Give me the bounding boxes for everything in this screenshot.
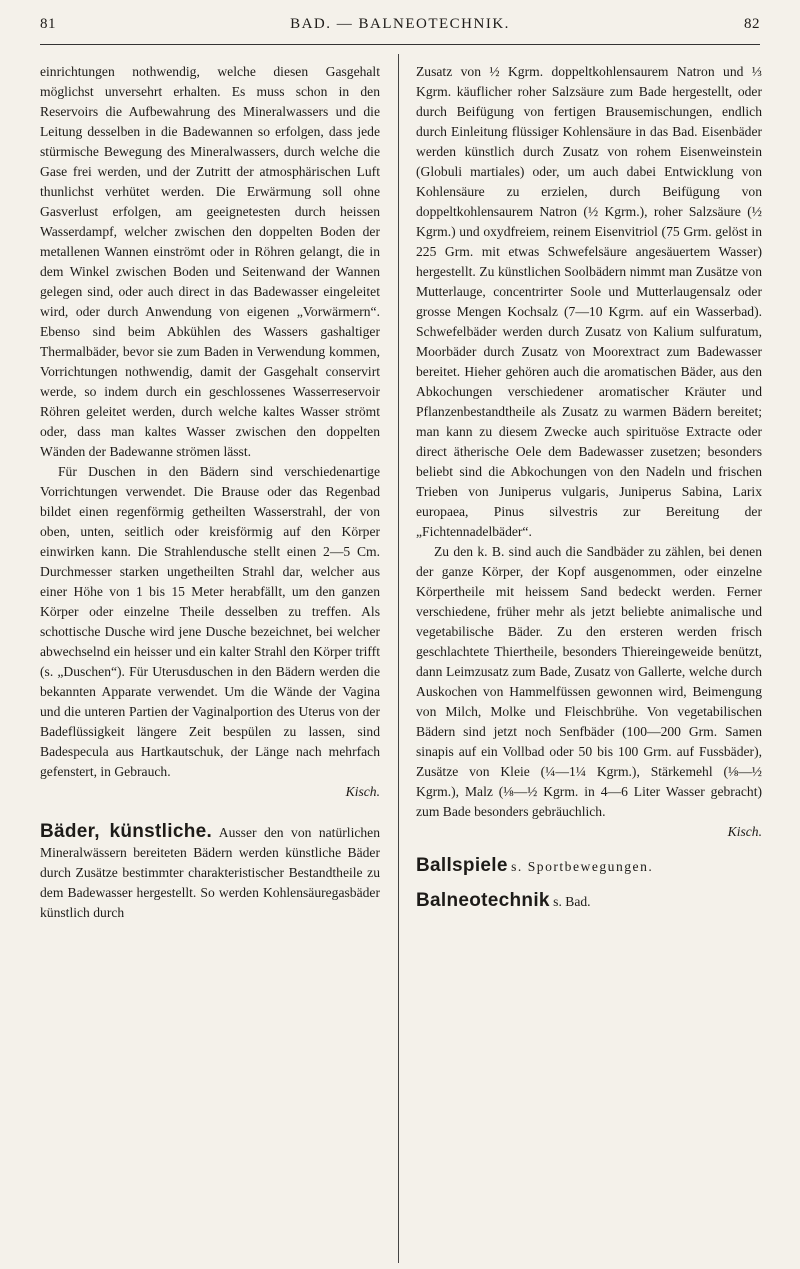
page-number-right: 82 [743, 15, 760, 32]
running-header [40, 6, 760, 42]
right-column [416, 62, 762, 912]
running-title: BAD. — BALNEOTECHNIK. [290, 15, 510, 32]
entry-headword: Ballspiele [416, 855, 508, 876]
cross-reference: s. Bad. [553, 894, 591, 909]
paragraph: einrichtungen nothwendig, welche diesen Gasgehalt möglichst unversehrt erhalten. Es muss schon in den Reservoirs die Aufbewahrung des Mineralwassers und die Leitung desselben in die Badewannen so erfolgen, dass jede stürmische Bewegung des Mineralwassers, durch welche die Gase frei werden, und der Zutritt der atmosphärischen Luft thunlichst verhütet werden. Die Erwärmung soll ohne Gasverlust erfolgen, am geeignetesten durch heissen Wasserdampf, welcher zwischen den doppelten Boden der metallenen Wannen einströmt oder in Röhren gelangt, die in dem Winkel zwischen Boden und Seitenwand der Wannen gelegen sind, oder auch direct in das Badewasser eingeleitet wird, oder durch Anwendung von eigenen „Vorwärmern“. Ebenso sind beim Abkühlen des Wassers gashaltiger Thermalbäder, bevor sie zum Baden in Verwendung kommen, Vorrichtungen nothwendig, damit der Gasgehalt conservirt werde, so indem durch ein geschlossenes Wasserreservoir Röhren geleitet werden, durch welche kaltes Wasser strömt oder, dass man kaltes Wasser zwischen den doppelten Wänden der Badewanne strömen lässt. [40, 64, 380, 459]
paragraph: Zu den k. B. sind auch die Sandbäder zu zählen, bei denen der ganze Körper, der Kopf ausgenommen, oder einzelne Körpertheile mit heissem Sand bedeckt werden. Ferner verschiedene, früher mehr als jetzt beliebte animalische und vegetabilische Bäder. Zu den ersteren werden frisch geschlachtete Thiertheile, besonders Thiereingeweide benützt, dann Leimzusatz zum Bade, Zusatz von Gallerte, welche durch Auskochen von Hammelfüssen gewonnen wird, Beimengung von Milch, Molke und Fleischbrühe. Von vegetabilischen Bädern sind jetzt noch Senfbäder (100—200 Grm. Samen sinapis auf ein Vollbad oder 50 bis 100 Grm. auf Fussbäder), Zusätze von Kleie (¼—1¼ Kgrm.), Stärkemehl (⅛—½ Kgrm.), Malz (⅛—½ Kgrm. in 4—6 Liter Wasser gebracht) zum Bade besonders gebräuchlich. [416, 544, 762, 819]
author-signature: Kisch. [345, 784, 380, 799]
header-rule [40, 44, 760, 45]
page-number-left: 81 [40, 15, 56, 32]
paragraph: Für Duschen in den Bädern sind verschiedenartige Vorrichtungen verwendet. Die Brause oder das Regenbad bildet einen regenförmig getheilten Wasserstrahl, der von oben, unten, seitlich oder kreisförmig auf den Körper einwirken kann. Die Strahlendusche stellt einen 2—5 Cm. Durchmesser starken ungetheilten Strahl dar, welcher aus einer Höhe von 1 bis 15 Meter herabfällt, um den ganzen Körper oder einzelne Theile desselben zu treffen. Als schottische Dusche wird jene Dusche bezeichnet, bei welcher abwechselnd ein heisser und ein kalter Strahl den Körper trifft (s. „Duschen“). Für Uterusduschen in den Bädern werden die bekannten Apparate verwendet. Um die Wände der Vagina und die unteren Partien der Vaginalportion des Uterus von der Badeflüssigkeit längere Zeit bespülen zu lassen, sind Badespecula aus Hartkautschuk, der Länge nach mehrfach gefenstert, in Gebrauch. [40, 464, 380, 779]
entry-text: Ausser den von natürlichen Mineralwässern bereiteten Bädern werden künstliche Bäder durch Zusätze bestimmter charakteristischer Bestandtheile zu dem Badewasser hergestellt. So werden Kohlensäuregasbäder künstlich durch [40, 825, 381, 920]
entry-baeder-kuenstliche [40, 822, 380, 923]
author-signature: Kisch. [727, 824, 762, 839]
column-divider [398, 54, 399, 1263]
entry-balneotechnik [416, 891, 762, 912]
left-column [40, 62, 380, 923]
entry-ballspiele [416, 856, 762, 877]
entry-headword: Bäder, künstliche. [40, 821, 213, 842]
paragraph: Zusatz von ½ Kgrm. doppeltkohlensaurem Natron und ⅓ Kgrm. käuflicher roher Salzsäure zum Bade hergestellt, oder durch Beifügung von fertigen Brausemischungen, endlich durch Einleitung flüssiger Kohlensäure in das Bad. Eisenbäder werden künstlich durch Zusatz von rohem Eisenweinstein (Globuli martiales) oder, um auch dabei Entwicklung von Kohlensäure zu erzielen, durch Beifügung von doppeltkohlensaurem Natron (½ Kgrm.), roher Salzsäure (½ Kgrm.) und oxydfreiem, reinem Eisenvitriol (75 Grm. gelöst in 225 Grm. mit etwas Schwefelsäure angesäuertem Wasser) hergestellt. Zu künstlichen Soolbädern nimmt man Zusätze von Mutterlauge, concentrirter Soole und Mutterlaugensalz oder grosse Mengen Kochsalz (7—10 Kgrm. auf ein Wasserbad). Schwefelbäder werden durch Zusatz von Kalium sulfuratum, Moorbäder durch Zusatz von Moorextract zum Badewasser bereitet. Hieher gehören auch die aromatischen Bäder, aus den Abkochungen verschiedener aromatischer Kräuter und Pflanzenbestandtheile als Zusatz zu warmen Bädern bereitet; man kann zu diesem Zwecke auch spirituöse Extracte oder direct ätherische Oele dem Badewasser zusetzen; besonders beliebt sind die Abkochungen von den Nadeln und frischen Trieben von Juniperus vulgaris, Juniperus Sabina, Larix europaea, Pinus silvestris zur Bereitung der „Fichtennadelbäder“. [416, 64, 762, 539]
entry-headword: Balneotechnik [416, 890, 550, 911]
cross-reference: s. Sportbewegungen. [511, 859, 654, 874]
